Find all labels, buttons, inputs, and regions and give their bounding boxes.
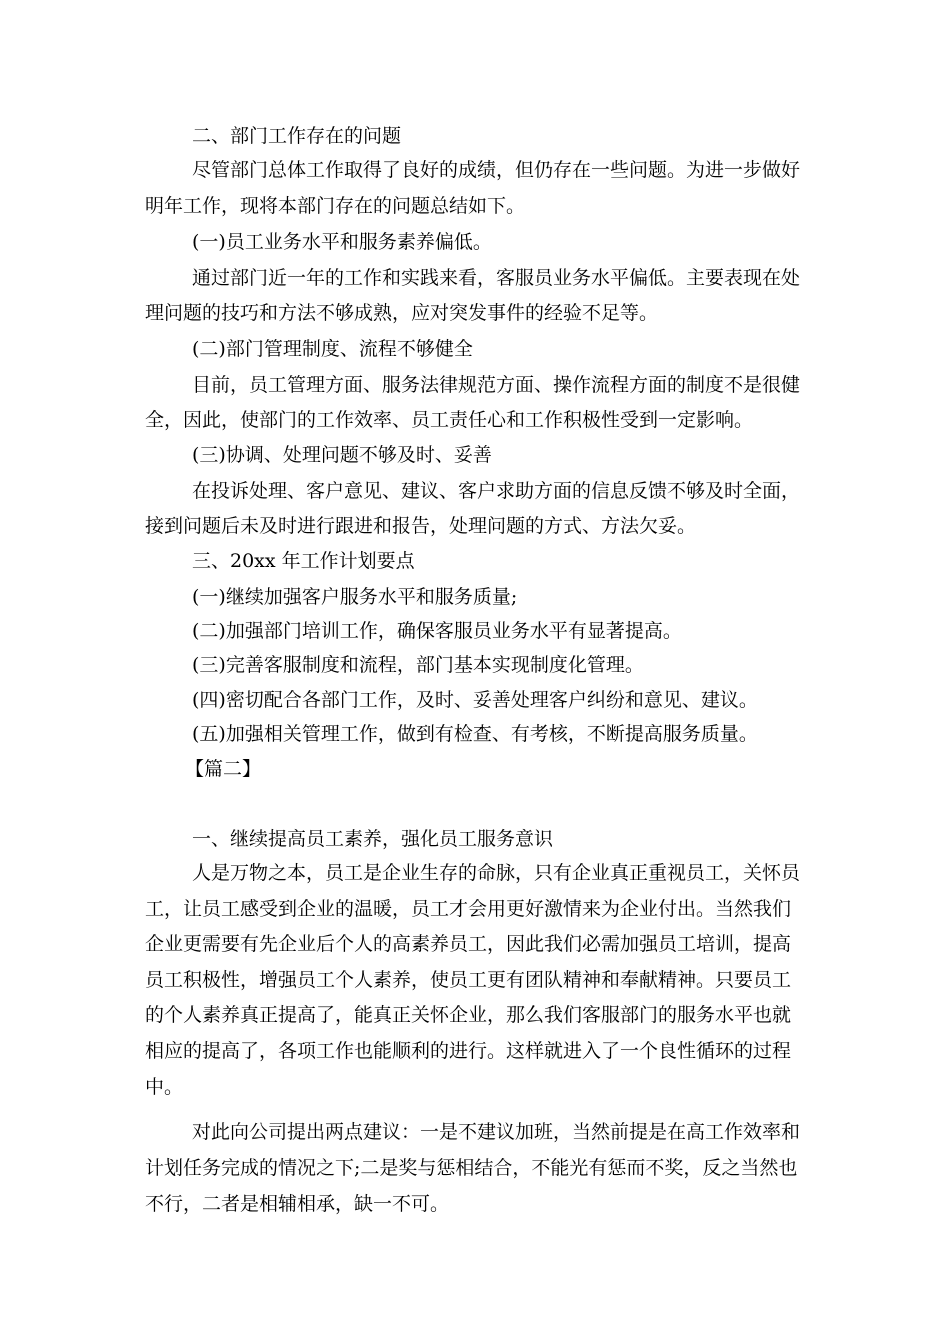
paragraph-line: 计划任务完成的情况之下;二是奖与惩相结合，不能光有惩而不奖，反之当然也: [145, 1157, 798, 1179]
subsection-title: (二)部门管理制度、流程不够健全: [192, 338, 473, 360]
paragraph-line: 尽管部门总体工作取得了良好的成绩，但仍存在一些问题。为进一步做好: [192, 159, 801, 181]
paragraph-line: 工，让员工感受到企业的温暖，员工才会用更好激情来为企业付出。当然我们: [145, 898, 792, 920]
paragraph-line: 对此向公司提出两点建议：一是不建议加班，当然前提是在高工作效率和: [192, 1121, 801, 1143]
paragraph-line: 接到问题后未及时进行跟进和报告，处理问题的方式、方法欠妥。: [145, 515, 697, 537]
subsection-title: (三)协调、处理问题不够及时、妥善: [192, 444, 492, 466]
subsection-title: (一)员工业务水平和服务素养偏低。: [192, 231, 492, 253]
list-item: (二)加强部门培训工作，确保客服员业务水平有显著提高。: [192, 620, 682, 642]
paragraph-line: 在投诉处理、客户意见、建议、客户求助方面的信息反馈不够及时全面，: [192, 480, 801, 502]
paragraph-line: 通过部门近一年的工作和实践来看，客服员业务水平偏低。主要表现在处: [192, 267, 801, 289]
paragraph-line: 理问题的技巧和方法不够成熟，应对突发事件的经验不足等。: [145, 302, 659, 324]
paragraph-line: 员工积极性，增强员工个人素养，使员工更有团队精神和奉献精神。只要员工: [145, 969, 792, 991]
section-heading: 三、20xx 年工作计划要点: [192, 550, 415, 572]
list-item: (五)加强相关管理工作，做到有检查、有考核，不断提高服务质量。: [192, 723, 758, 745]
paragraph-line: 中。: [145, 1076, 184, 1098]
list-item: (一)继续加强客户服务水平和服务质量;: [192, 586, 518, 608]
paragraph-line: 明年工作，现将本部门存在的问题总结如下。: [145, 195, 526, 217]
list-item: (四)密切配合各部门工作，及时、妥善处理客户纠纷和意见、建议。: [192, 689, 758, 711]
paragraph-line: 不行，二者是相辅相承，缺一不可。: [145, 1193, 450, 1215]
section-heading: 一、继续提高员工素养，强化员工服务意识: [192, 828, 554, 850]
paragraph-line: 人是万物之本，员工是企业生存的命脉，只有企业真正重视员工，关怀员: [192, 862, 801, 884]
part-title: 【篇二】: [185, 758, 262, 780]
paragraph-line: 目前，员工管理方面、服务法律规范方面、操作流程方面的制度不是很健: [192, 374, 801, 396]
paragraph-line: 企业更需要有先企业后个人的高素养员工，因此我们必需加强员工培训，提高: [145, 933, 792, 955]
list-item: (三)完善客服制度和流程，部门基本实现制度化管理。: [192, 654, 644, 676]
paragraph-line: 相应的提高了，各项工作也能顺利的进行。这样就进入了一个良性循环的过程: [145, 1040, 792, 1062]
paragraph-line: 的个人素养真正提高了，能真正关怀企业，那么我们客服部门的服务水平也就: [145, 1004, 792, 1026]
section-heading: 二、部门工作存在的问题: [192, 125, 402, 147]
paragraph-line: 全，因此，使部门的工作效率、员工责任心和工作积极性受到一定影响。: [145, 409, 754, 431]
